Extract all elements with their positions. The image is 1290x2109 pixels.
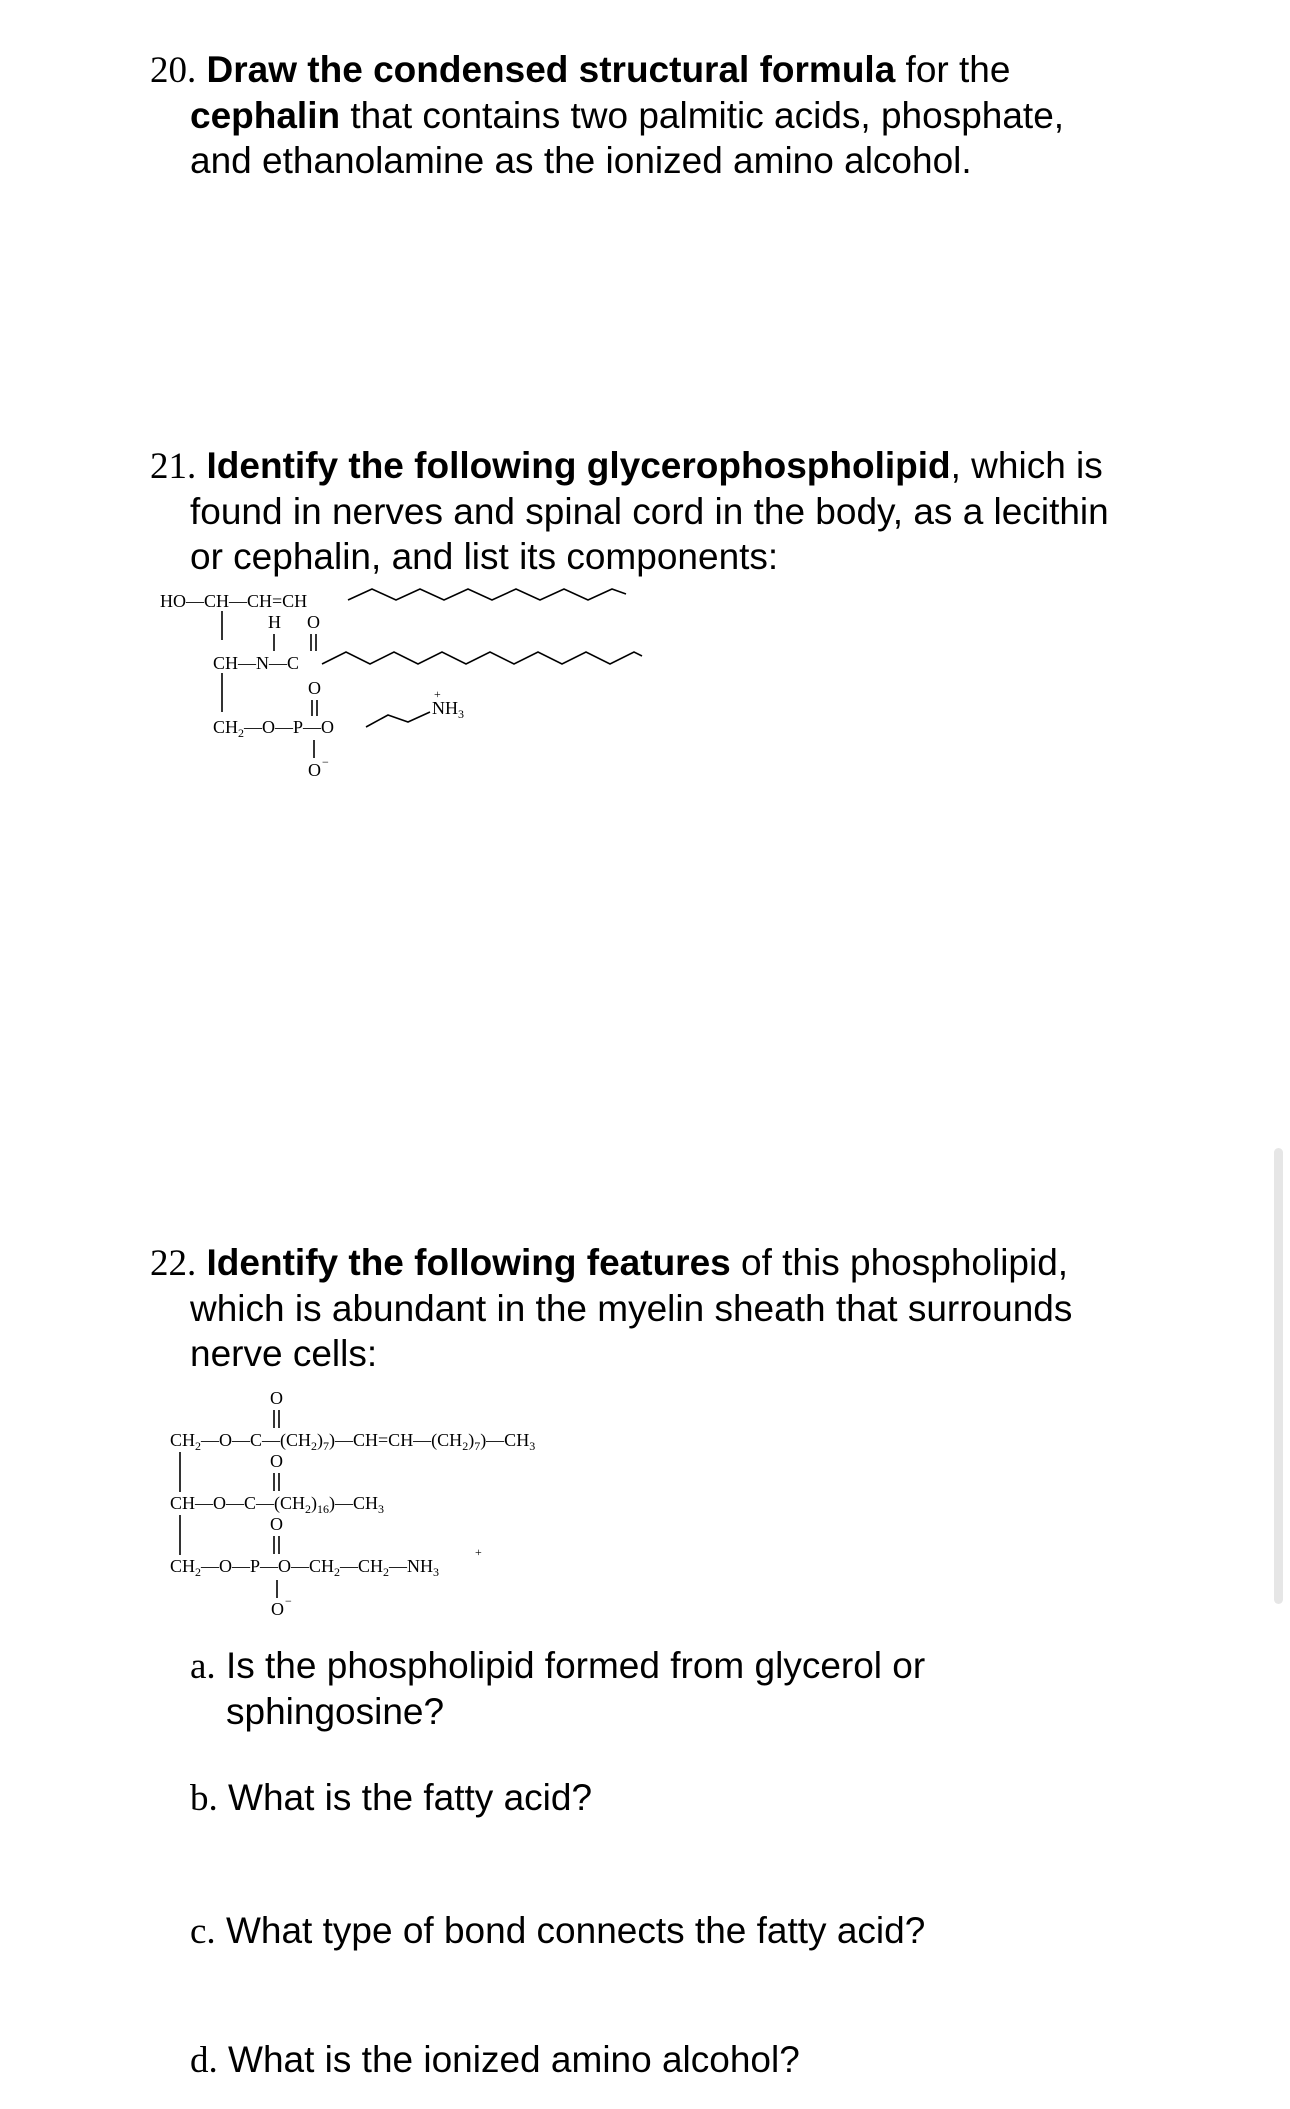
question-text: that contains two palmitic acids, phosphate, [340, 95, 1065, 136]
chem-label: − [322, 755, 329, 769]
question-number: 21. [150, 446, 197, 487]
subquestion-letter: c. [190, 1911, 216, 1952]
subquestion-c [190, 1908, 925, 1954]
question-bold-text: cephalin [190, 95, 341, 136]
chem-label: − [285, 1594, 292, 1608]
chem-label: $CH_2—O—P—O—CH_2—CH_2—NH_3$ [170, 1556, 440, 1579]
q22-structure [170, 1388, 535, 1619]
chem-label: O [307, 612, 320, 632]
subquestion-text: Is the phospholipid formed from glycerol or [225, 1645, 926, 1686]
subquestion-letter: d. [190, 2040, 218, 2081]
question-text: or cephalin, and list its components: [190, 536, 779, 577]
question-22 [150, 1240, 1072, 1376]
question-text: for the [895, 49, 1011, 90]
question-text: , which is [950, 445, 1103, 486]
chem-label: $NH_3$ [432, 698, 464, 721]
chem-label: $CH—O—C—(CH_2)_{16})—CH_3$ [170, 1493, 385, 1516]
chem-label: O [308, 760, 321, 780]
subquestion-text: What is the fatty acid? [228, 1777, 593, 1818]
chem-label: CH—N—C [213, 653, 300, 673]
scrollbar[interactable] [1274, 1148, 1283, 1604]
chem-label: HO—CH—CH=CH [160, 591, 308, 611]
chem-label: $CH_2—O—C—(CH_2)_7)—CH=CH—(CH_2)_7)—CH_3$ [170, 1430, 536, 1453]
chem-label: O [308, 678, 321, 698]
chem-label: O [271, 1599, 284, 1619]
chem-label: + [475, 1545, 482, 1559]
subquestion-b [190, 1775, 592, 1821]
q21-structure [160, 589, 642, 780]
question-number: 22. [150, 1243, 197, 1284]
question-20 [150, 47, 1064, 183]
question-bold-text: Identify the following glycerophospholipid [206, 445, 951, 486]
chem-label: O [270, 1451, 283, 1471]
chem-label: O [270, 1388, 283, 1408]
subquestion-letter: b. [190, 1778, 218, 1819]
question-number: 20. [150, 50, 197, 91]
hydrocarbon-chain [322, 652, 642, 664]
question-text: nerve cells: [190, 1333, 378, 1374]
question-text: of this phospholipid, [730, 1242, 1069, 1283]
subquestion-text: What is the ionized amino alcohol? [228, 2039, 800, 2080]
subquestion-text: What type of bond connects the fatty acid? [225, 1910, 926, 1951]
chem-label: O [270, 1514, 283, 1534]
chem-label: + [434, 687, 441, 701]
hydrocarbon-chain [348, 589, 626, 600]
question-bold-text: Draw the condensed structural formula [206, 49, 896, 90]
question-text: found in nerves and spinal cord in the body, as a lecithin [190, 491, 1109, 532]
subquestion-d [190, 2037, 800, 2083]
chem-label: H [268, 612, 281, 632]
subquestion-text: sphingosine? [226, 1691, 445, 1732]
subquestion-a [190, 1643, 925, 1734]
question-21 [150, 443, 1109, 579]
subquestion-letter: a. [190, 1646, 216, 1687]
chem-label: $CH_2—O—P—O$ [213, 717, 335, 740]
ethanolamine-chain [366, 712, 430, 727]
question-text: which is abundant in the myelin sheath that surrounds [190, 1288, 1073, 1329]
question-bold-text: Identify the following features [206, 1242, 731, 1283]
question-text: and ethanolamine as the ionized amino alcohol. [190, 140, 972, 181]
